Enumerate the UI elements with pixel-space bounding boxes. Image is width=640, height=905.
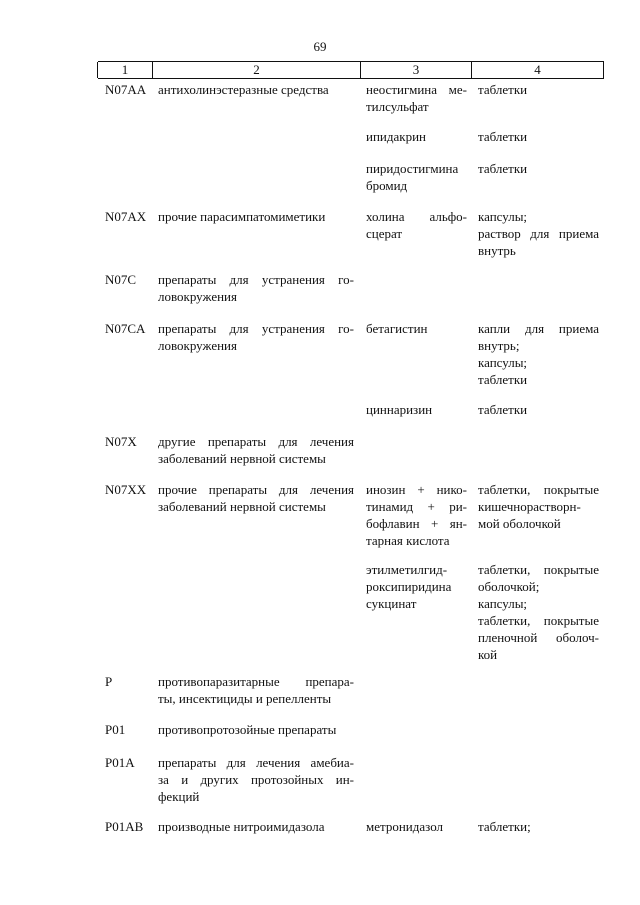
form-cell-line: кой xyxy=(478,647,498,662)
drug-cell xyxy=(366,561,467,612)
group-cell-line: препараты для лечения амебиа- xyxy=(158,755,354,770)
form-cell-line: раствор для приема xyxy=(478,226,599,241)
form-cell-line: таблетки xyxy=(478,129,528,144)
drug-cell-line: роксипиридина xyxy=(366,579,452,594)
code-cell: N07C xyxy=(105,272,137,287)
code-cell: P01A xyxy=(105,755,135,770)
form-cell-line: капсулы; xyxy=(478,355,528,370)
drug-cell-line: бромид xyxy=(366,178,408,193)
group-cell xyxy=(158,818,354,835)
form-cell-line: таблетки xyxy=(478,82,528,97)
drug-cell-line: холина альфо- xyxy=(366,209,467,224)
form-cell xyxy=(478,208,599,259)
drug-cell-line: метронидазол xyxy=(366,819,444,834)
form-cell xyxy=(478,481,599,532)
group-cell xyxy=(158,481,354,515)
group-cell-line: другие препараты для лечения xyxy=(158,434,354,449)
group-cell-line: ловокружения xyxy=(158,289,237,304)
drug-cell xyxy=(366,481,467,549)
header-cell-4: 4 xyxy=(534,62,541,77)
form-cell-line: капсулы; xyxy=(478,596,528,611)
drug-cell-line: циннаризин xyxy=(366,402,433,417)
drug-cell-line: ипидакрин xyxy=(366,129,426,144)
code-cell: N07AX xyxy=(105,209,147,224)
drug-cell-line: инозин + нико- xyxy=(366,482,467,497)
drug-cell-line: бетагистин xyxy=(366,321,428,336)
drug-cell-line: тинамид + ри- xyxy=(366,499,467,514)
header-cell-3: 3 xyxy=(412,62,420,77)
form-cell xyxy=(478,561,599,663)
drug-cell xyxy=(366,128,467,145)
group-cell-line: за и других протозойных ин- xyxy=(158,772,354,787)
table-header xyxy=(98,61,604,79)
code-cell: N07X xyxy=(105,434,137,449)
form-cell xyxy=(478,818,599,835)
form-cell-line: таблетки xyxy=(478,161,528,176)
drug-cell xyxy=(366,81,467,115)
code-cell: P01AB xyxy=(105,819,144,834)
group-cell xyxy=(158,721,354,738)
form-cell xyxy=(478,160,599,177)
group-cell xyxy=(158,271,354,305)
drug-cell-line: бофлавин + ян- xyxy=(366,516,467,531)
form-cell-line: таблетки, покрытые xyxy=(478,482,599,497)
drug-cell xyxy=(366,818,467,835)
drug-cell-line: неостигмина ме- xyxy=(366,82,467,97)
page-number: 69 xyxy=(313,39,327,54)
form-cell xyxy=(478,81,599,98)
group-cell-line: препараты для устранения го- xyxy=(158,272,354,287)
form-cell xyxy=(478,320,599,388)
form-cell-line: капсулы; xyxy=(478,209,528,224)
group-cell-line: антихолинэстеразные средства xyxy=(158,82,329,97)
form-cell xyxy=(478,401,599,418)
header-cell-2: 2 xyxy=(253,62,260,77)
form-cell-line: таблетки, покрытые xyxy=(478,562,599,577)
drug-cell-line: тилсульфат xyxy=(366,99,429,114)
form-cell-line: таблетки, покрытые xyxy=(478,613,599,628)
group-cell-line: производные нитроимидазола xyxy=(158,819,325,834)
form-cell-line: мой оболочкой xyxy=(478,516,561,531)
group-cell-line: заболеваний нервной системы xyxy=(158,499,326,514)
drug-cell-line: этилметилгид- xyxy=(366,562,448,577)
code-cell: N07XX xyxy=(105,482,147,497)
form-cell-line: таблетки; xyxy=(478,819,531,834)
group-cell-line: заболеваний нервной системы xyxy=(158,451,326,466)
code-cell: P xyxy=(105,674,113,689)
form-cell-line: капли для приема xyxy=(478,321,599,336)
drug-cell xyxy=(366,160,467,194)
form-cell xyxy=(478,128,599,145)
drug-cell-line: сцерат xyxy=(366,226,403,241)
group-cell-line: прочие парасимпатомиметики xyxy=(158,209,326,224)
form-cell-line: кишечнорастворн- xyxy=(478,499,581,514)
drug-cell-line: тарная кислота xyxy=(366,533,450,548)
group-cell-line: противопаразитарные препара- xyxy=(158,674,354,689)
form-cell-line: таблетки xyxy=(478,372,528,387)
form-cell-line: внутрь xyxy=(478,243,516,258)
group-cell-line: ты, инсектициды и репелленты xyxy=(158,691,332,706)
group-cell xyxy=(158,433,354,467)
code-cell: N07CA xyxy=(105,321,146,336)
form-cell-line: оболочкой; xyxy=(478,579,540,594)
group-cell xyxy=(158,320,354,354)
group-cell xyxy=(158,208,354,225)
group-cell-line: фекций xyxy=(158,789,200,804)
group-cell-line: противопротозойные препараты xyxy=(158,722,337,737)
form-cell-line: внутрь; xyxy=(478,338,520,353)
code-cell: N07AA xyxy=(105,82,147,97)
header-cell-1: 1 xyxy=(121,62,129,77)
form-cell-line: пленочной оболоч- xyxy=(478,630,599,645)
group-cell-line: прочие препараты для лечения xyxy=(158,482,354,497)
drug-cell-line: пиридостигмина xyxy=(366,161,459,176)
group-cell xyxy=(158,673,354,707)
group-cell-line: ловокружения xyxy=(158,338,237,353)
drug-cell xyxy=(366,320,467,337)
group-cell xyxy=(158,754,354,805)
drug-cell xyxy=(366,401,467,418)
code-cell: P01 xyxy=(105,722,126,737)
drug-cell-line: сукцинат xyxy=(366,596,417,611)
form-cell-line: таблетки xyxy=(478,402,528,417)
drug-cell xyxy=(366,208,467,242)
group-cell-line: препараты для устранения го- xyxy=(158,321,354,336)
group-cell xyxy=(158,81,354,98)
